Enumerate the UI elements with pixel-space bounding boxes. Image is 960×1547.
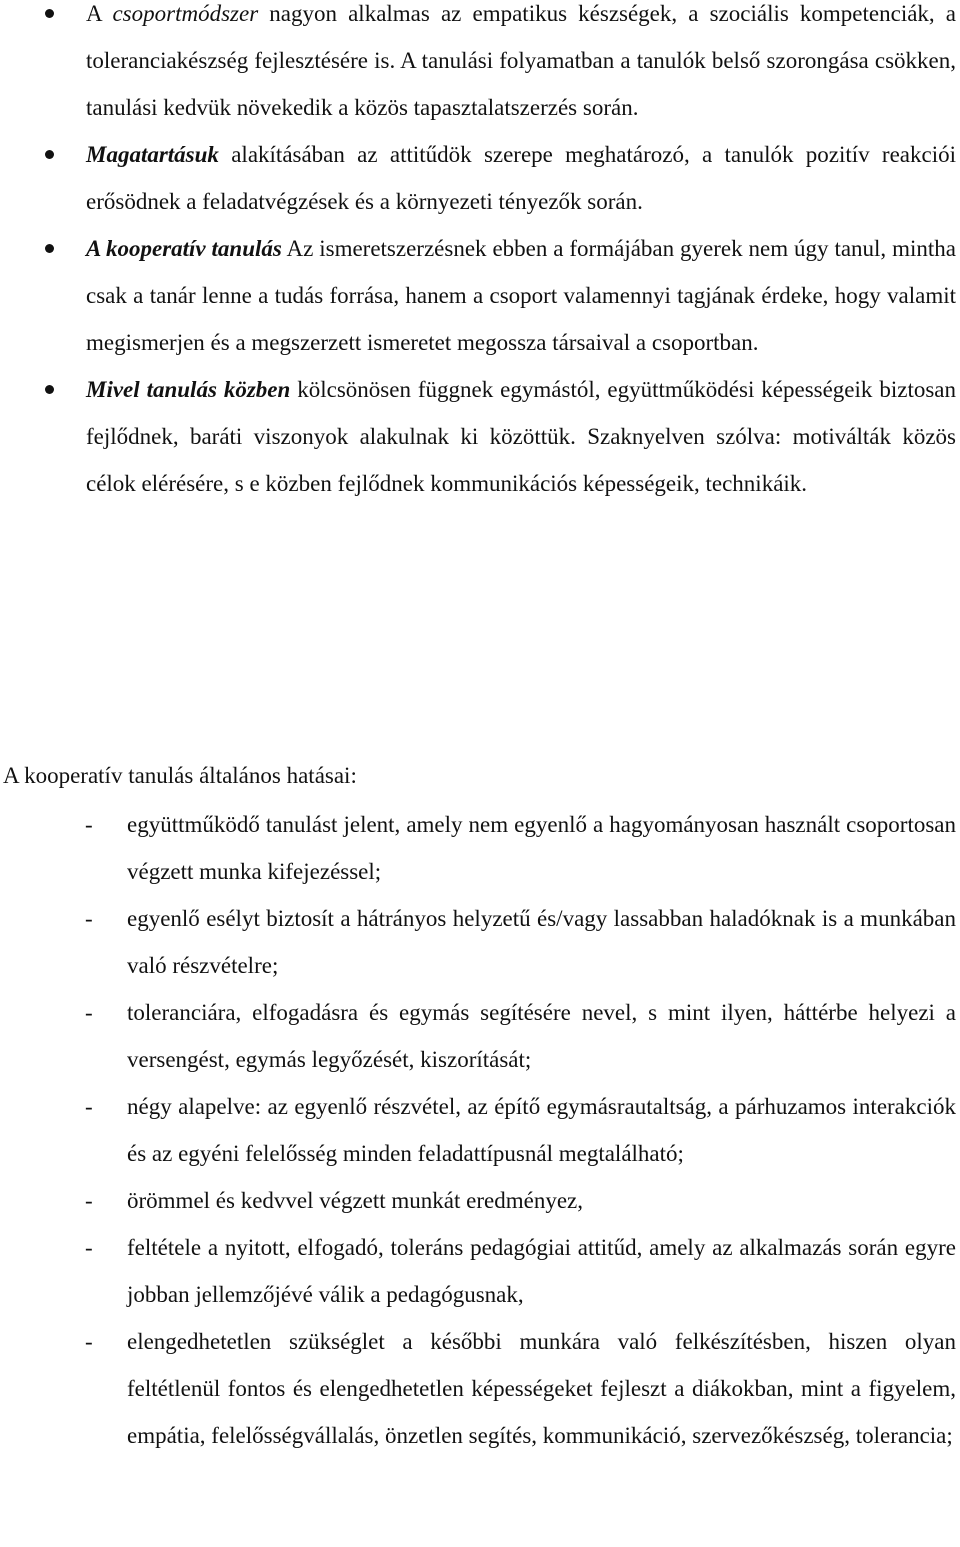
bullet-dot-icon: [45, 9, 54, 18]
effects-item-text: négy alapelve: az egyenlő részvétel, az építő egymásrautaltság, a párhuzamos interakciók és az egyéni felelősség minden feladattípusnál megtalálható;: [127, 1094, 956, 1166]
effects-list-item: [0, 1083, 960, 1177]
dash-marker: -: [85, 1000, 93, 1025]
bullet-item: [0, 366, 960, 507]
dash-marker: -: [85, 1329, 93, 1354]
dash-marker: -: [85, 1188, 93, 1213]
bullet-dot-icon: [45, 244, 54, 253]
effects-list-item: [0, 989, 960, 1083]
effects-list: [0, 801, 960, 1459]
bullet-list: [0, 0, 960, 507]
effects-item-text: elengedhetetlen szükséglet a későbbi munkára való felkészítésben, hiszen olyan feltétlenül fontos és elengedhetetlen képességeket fejleszt a diákokban, mint a figyelem, empátia, felelősségvállalás, önzetlen segítés, kommunikáció, szervezőkészség, tolerancia;: [127, 1329, 956, 1448]
bullet-lead-term: csoportmódszer: [112, 1, 259, 26]
effects-heading: A kooperatív tanulás általános hatásai:: [3, 763, 357, 788]
effects-item-text: toleranciára, elfogadásra és egymás segítésére nevel, s mint ilyen, háttérbe helyezi a versengést, egymás legyőzését, kiszorítását;: [127, 1000, 956, 1072]
bullet-text: nagyon alkalmas az empatikus készségek, a szociális kompetenciák, a toleranciakészség fejlesztésére is. A tanulási folyamatban a tanulók belső szorongása csökken, tanulási kedvük növekedik a közös tapasztalatszerzés során.: [86, 1, 957, 120]
bullet-lead-term: Magatartásuk: [86, 142, 219, 167]
dash-marker: -: [85, 1094, 93, 1119]
effects-list-item: [0, 1318, 960, 1459]
bullet-item: [0, 0, 960, 131]
bullet-dot-icon: [45, 385, 54, 394]
effects-list-item: [0, 895, 960, 989]
bullet-lead-prefix: A: [86, 1, 113, 26]
bullet-dot-icon: [45, 150, 54, 159]
bullet-item: [0, 225, 960, 366]
dash-marker: -: [85, 906, 93, 931]
effects-list-item: [0, 801, 960, 895]
bullet-item: [0, 131, 960, 225]
dash-marker: -: [85, 1235, 93, 1260]
bullet-text: Az ismeretszerzésnek ebben a formájában gyerek nem úgy tanul, mintha csak a tanár lenne a tudás forrása, hanem a csoport valamennyi tagjának érdeke, hogy valamit megismerjen és a megszerzett ismeretet megossza társaival a csoportban.: [86, 236, 956, 355]
effects-item-text: örömmel és kedvvel végzett munkát eredményez,: [127, 1188, 583, 1213]
effects-list-item: [0, 1224, 960, 1318]
dash-marker: -: [85, 812, 93, 837]
bullet-lead-term: A kooperatív tanulás: [86, 236, 282, 261]
effects-item-text: feltétele a nyitott, elfogadó, toleráns pedagógiai attitűd, amely az alkalmazás során egyre jobban jellemzőjévé válik a pedagógusnak,: [127, 1235, 956, 1307]
bullet-lead-term: Mivel tanulás közben: [86, 377, 291, 402]
effects-item-text: egyenlő esélyt biztosít a hátrányos helyzetű és/vagy lassabban haladóknak is a munkában való részvételre;: [127, 906, 956, 978]
bullet-text: kölcsönösen függnek egymástól, együttműködési képességeik biztosan fejlődnek, baráti viszonyok alakulnak ki közöttük. Szaknyelven szólva: motiválták közös célok elérésére, s e közben fejlődnek kommunikációs képességeik, technikáik.: [86, 377, 956, 496]
effects-list-item: [0, 1177, 960, 1224]
bullet-text: alakításában az attitűdök szerepe meghatározó, a tanulók pozitív reakciói erősödnek a feladatvégzések és a környezeti tényezők során.: [86, 142, 956, 214]
effects-item-text: együttműködő tanulást jelent, amely nem egyenlő a hagyományosan használt csoportosan végzett munka kifejezéssel;: [127, 812, 956, 884]
